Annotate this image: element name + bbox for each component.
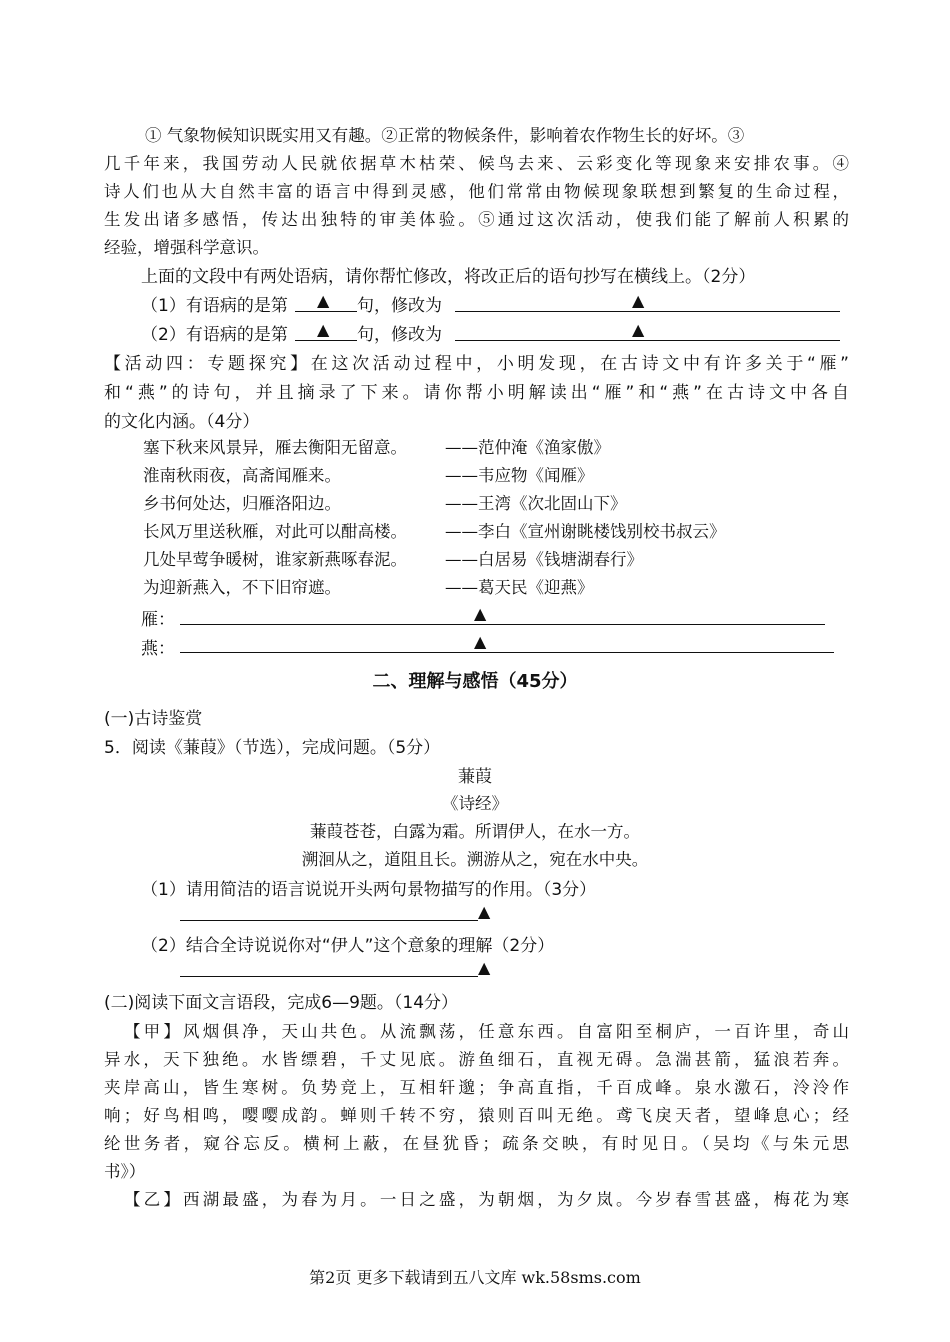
- activity4-line: 【活动四：专题探究】在这次活动过程中，小明发现，在古诗文中有许多关于“雁”: [104, 354, 849, 374]
- passage-line: 几千年来，我国劳动人民就依据草木枯荣、候鸟去来、云彩变化等现象来安排农事。④: [104, 154, 849, 173]
- sick-item2-suffix: 句，修改为: [357, 325, 442, 345]
- classical-passage-line: 【乙】西湖最盛，为春为月。一日之盛，为朝烟，为夕岚。今岁春雪甚盛，梅花为寒: [124, 1190, 849, 1209]
- section-title: 二、理解与感悟（45分）: [372, 671, 578, 692]
- question-5: 5．阅读《蒹葭》（节选），完成问题。（5分）: [104, 738, 441, 758]
- poem-verse: 几处早莺争暖树，谁家新燕啄春泥。: [143, 550, 407, 569]
- poem-source: ——韦应物《闻雁》: [445, 466, 594, 485]
- answer-mark: ▲: [478, 902, 491, 921]
- answer-mark: ▲: [474, 632, 487, 651]
- page-footer: 第2页 更多下载请到五八文库 wk.58sms.com: [309, 1268, 641, 1287]
- answer-line[interactable]: [180, 920, 478, 921]
- answer-line[interactable]: [180, 976, 478, 977]
- passage-line: 生发出诸多感悟，传达出独特的审美体验。⑤通过这次活动，使我们能了解前人积累的: [104, 210, 849, 229]
- answer-line[interactable]: [455, 311, 840, 312]
- answer-line[interactable]: [295, 311, 357, 312]
- subsection-title: (一)古诗鉴赏: [104, 709, 203, 729]
- poem-source: ——白居易《钱塘湖春行》: [445, 550, 643, 569]
- classical-passage-line: 异水，天下独绝。水皆缥碧，千丈见底。游鱼细石，直视无碍。急湍甚箭，猛浪若奔。: [104, 1050, 849, 1069]
- answer-line[interactable]: [295, 340, 357, 341]
- question-5-2: （2）结合全诗说说你对“伊人”这个意象的理解（2分）: [141, 936, 555, 956]
- poem-line: 蒹葭苍苍，白露为霜。所谓伊人，在水一方。: [310, 822, 640, 841]
- sick-sentence-instruction: 上面的文段中有两处语病，请你帮忙修改，将改正后的语句抄写在横线上。（2分）: [141, 267, 756, 287]
- answer-line[interactable]: [455, 340, 840, 341]
- classical-passage-line: 响；好鸟相鸣，嘤嘤成韵。蝉则千转不穷，猿则百叫无绝。鸢飞戾天者，望峰息心；经: [104, 1106, 849, 1125]
- answer-mark: ▲: [632, 291, 645, 310]
- classical-passage-line: 纶世务者，窥谷忘反。横柯上蔽，在昼犹昏；疏条交映，有时见日。（吴均《与朱元思: [104, 1134, 849, 1153]
- poem-verse: 为迎新燕入，不下旧帘遮。: [143, 578, 341, 597]
- classical-passage-line: 夹岸高山，皆生寒树。负势竞上，互相轩邈；争高直指，千百成峰。泉水激石，泠泠作: [104, 1078, 849, 1097]
- poem-verse: 塞下秋来风景异，雁去衡阳无留意。: [143, 438, 407, 457]
- poem-source: ——葛天民《迎燕》: [445, 578, 594, 597]
- poem-source: ——王湾《次北固山下》: [445, 494, 627, 513]
- answer-mark: ▲: [317, 320, 330, 339]
- answer-mark: ▲: [478, 958, 491, 977]
- passage-line: 经验，增强科学意识。: [104, 238, 269, 257]
- classical-passage-line: 书》）: [104, 1162, 146, 1181]
- answer-mark: ▲: [474, 604, 487, 623]
- answer-line[interactable]: [180, 624, 825, 625]
- subsection-title: (二)阅读下面文言语段，完成6—9题。（14分）: [104, 993, 459, 1013]
- poem-source: ——李白《宣州谢眺楼饯别校书叔云》: [445, 522, 726, 541]
- poem-line: 溯洄从之，道阻且长。溯游从之，宛在水中央。: [301, 850, 649, 869]
- poem-title: 蒹葭: [458, 767, 492, 787]
- answer-mark: ▲: [632, 320, 645, 339]
- activity4-line: 和“燕”的诗句，并且摘录了下来。请你帮小明解读出“雁”和“燕”在古诗文中各自: [104, 383, 849, 403]
- sick-item2-prefix: （2）有语病的是第: [141, 325, 288, 345]
- poem-verse: 长风万里送秋雁，对此可以酣高楼。: [143, 522, 407, 541]
- poem-verse: 乡书何处达，归雁洛阳边。: [143, 494, 341, 513]
- poem-source: 《诗经》: [442, 794, 508, 813]
- poem-source: ——范仲淹《渔家傲》: [445, 438, 610, 457]
- answer-mark: ▲: [317, 291, 330, 310]
- poem-verse: 淮南秋雨夜，高斋闻雁来。: [143, 466, 341, 485]
- activity4-line: 的文化内涵。（4分）: [104, 412, 260, 432]
- passage-line: 诗人们也从大自然丰富的语言中得到灵感，他们常常由物候现象联想到繁复的生命过程，: [104, 182, 849, 201]
- sick-item1-suffix: 句，修改为: [357, 296, 442, 316]
- yan-label: 雁：: [141, 610, 175, 630]
- answer-line[interactable]: [180, 652, 834, 653]
- swallow-label: 燕：: [141, 639, 175, 659]
- classical-passage-line: 【甲】风烟俱净，天山共色。从流飘荡，任意东西。自富阳至桐庐，一百许里，奇山: [124, 1022, 849, 1041]
- question-5-1: （1）请用简洁的语言说说开头两句景物描写的作用。（3分）: [141, 880, 597, 900]
- sick-item1-prefix: （1）有语病的是第: [141, 296, 288, 316]
- passage-line: ① 气象物候知识既实用又有趣。②正常的物候条件，影响着农作物生长的好坏。③: [145, 126, 745, 145]
